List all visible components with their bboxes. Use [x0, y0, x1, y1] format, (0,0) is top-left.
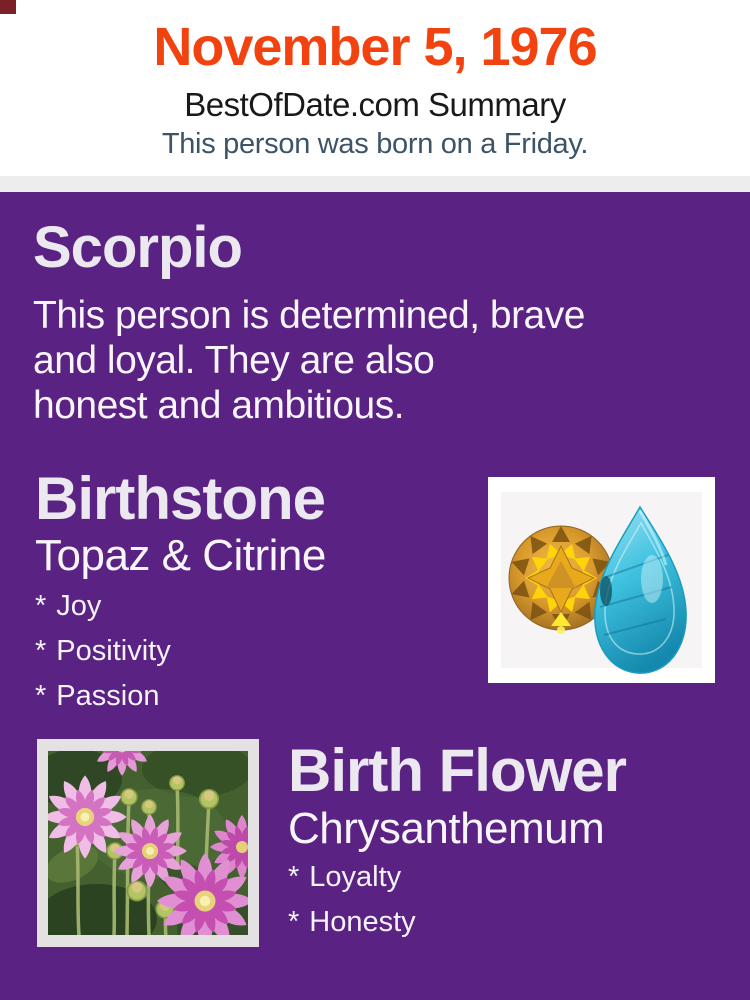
site-summary-title: BestOfDate.com Summary [184, 86, 566, 123]
birthstone-names: Topaz & Citrine [35, 531, 326, 580]
asterisk-bullet: * [35, 590, 47, 622]
zodiac-name: Scorpio [33, 215, 242, 280]
trait-label: Positivity [56, 635, 171, 667]
trait-item [288, 855, 416, 900]
asterisk-bullet: * [35, 680, 47, 712]
header [0, 0, 750, 176]
trait-label: Joy [56, 590, 102, 622]
birthstone-trait-list [35, 584, 171, 719]
zodiac-description-line: and loyal. They are also [33, 339, 435, 382]
trait-label: Loyalty [309, 861, 402, 893]
chrysanthemum-photo [37, 739, 259, 947]
trait-label: Honesty [309, 906, 416, 938]
flower-image [37, 739, 259, 947]
asterisk-bullet: * [288, 906, 300, 938]
asterisk-bullet: * [288, 861, 300, 893]
gemstones-image [488, 477, 715, 683]
gemstones-photo [488, 477, 715, 683]
trait-label: Passion [56, 680, 160, 712]
trait-item [288, 900, 416, 945]
trait-item [35, 629, 171, 674]
zodiac-description-line: This person is determined, brave [33, 294, 585, 337]
birthstone-title: Birthstone [35, 465, 325, 532]
born-day-line: This person was born on a Friday. [161, 128, 589, 160]
zodiac-description [33, 293, 585, 428]
birth-flower-trait-list [288, 855, 416, 945]
trait-item [35, 674, 171, 719]
divider-strip [0, 176, 750, 192]
birth-flower-title: Birth Flower [288, 737, 627, 804]
asterisk-bullet: * [35, 635, 47, 667]
corner-mark [0, 0, 16, 14]
zodiac-description-line: honest and ambitious. [33, 384, 405, 427]
birth-flower-name: Chrysanthemum [288, 804, 605, 853]
trait-item [35, 584, 171, 629]
birthdate-title: November 5, 1976 [153, 17, 597, 77]
